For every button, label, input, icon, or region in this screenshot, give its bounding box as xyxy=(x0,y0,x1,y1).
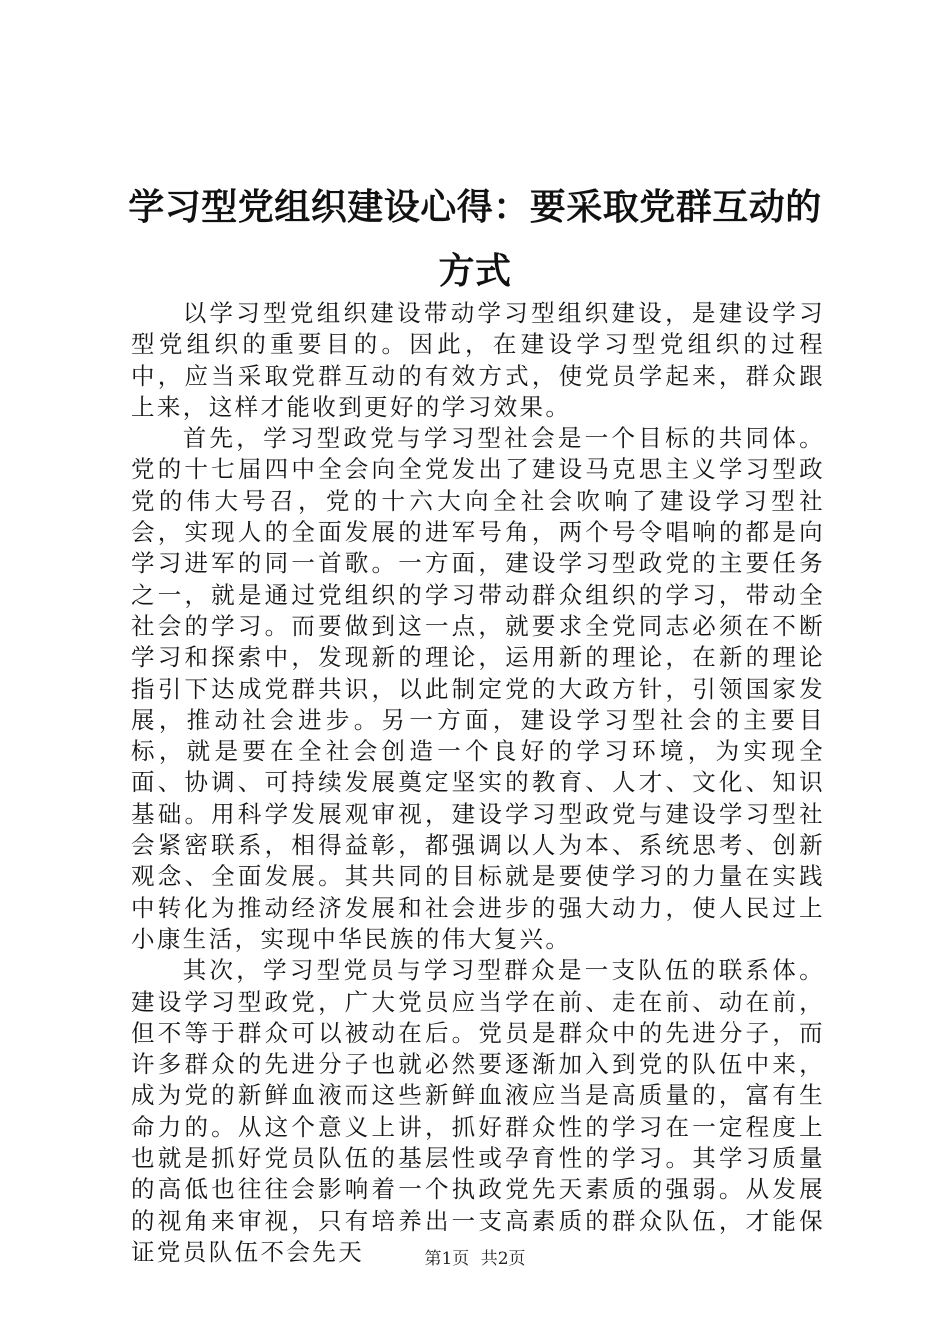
paragraph-first-point: 首先，学习型政党与学习型社会是一个目标的共同体。党的十七届四中全会向全党发出了建设马克思主义学习型政党的伟大号召，党的十六大向全社会吹响了建设学习型社会，实现人的全面发展的进军号角，两个号令唱响的都是向学习进军的同一首歌。一方面，建设学习型政党的主要任务之一，就是通过党组织的学习带动群众组织的学习，带动全社会的学习。而要做到这一点，就要求全党同志必须在不断学习和探索中，发现新的理论，运用新的理论，在新的理论指引下达成党群共识，以此制定党的大政方针，引领国家发展，推动社会进步。另一方面，建设学习型社会的主要目标，就是要在全社会创造一个良好的学习环境，为实现全面、协调、可持续发展奠定坚实的教育、人才、文化、知识基础。用科学发展观审视，建设学习型政党与建设学习型社会紧密联系，相得益彰，都强调以人为本、系统思考、创新观念、全面发展。其共同的目标就是要使学习的力量在实践中转化为推动经济发展和社会进步的强大动力，使人民过上小康生活，实现中华民族的伟大复兴。 xyxy=(131,424,825,953)
paragraph-second-point: 其次，学习型党员与学习型群众是一支队伍的联系体。建设学习型政党，广大党员应当学在前、走在前、动在前，但不等于群众可以被动在后。党员是群众中的先进分子，而许多群众的先进分子也就必然要逐渐加入到党的队伍中来，成为党的新鲜血液而这些新鲜血液应当是高质量的，富有生命力的。从这个意义上讲，抓好群众性的学习在一定程度上也就是抓好党员队伍的基层性或孕育性的学习。其学习质量的高低也往往会影响着一个执政党先天素质的强弱。从发展的视角来审视，只有培养出一支高素质的群众队伍，才能保证党员队伍不会先天 xyxy=(131,956,825,1266)
page-number-current: 第1页 xyxy=(424,1249,470,1269)
page-footer xyxy=(0,1244,950,1269)
page-number-total: 共2页 xyxy=(480,1249,526,1269)
document-title: 学习型党组织建设心得：要采取党群互动的方式 xyxy=(128,187,822,292)
paragraph-intro: 以学习型党组织建设带动学习型组织建设，是建设学习型党组织的重要目的。因此，在建设学习型党组织的过程中，应当采取党群互动的有效方式，使党员学起来，群众跟上来，这样才能收到更好的学习效果。 xyxy=(131,299,825,421)
